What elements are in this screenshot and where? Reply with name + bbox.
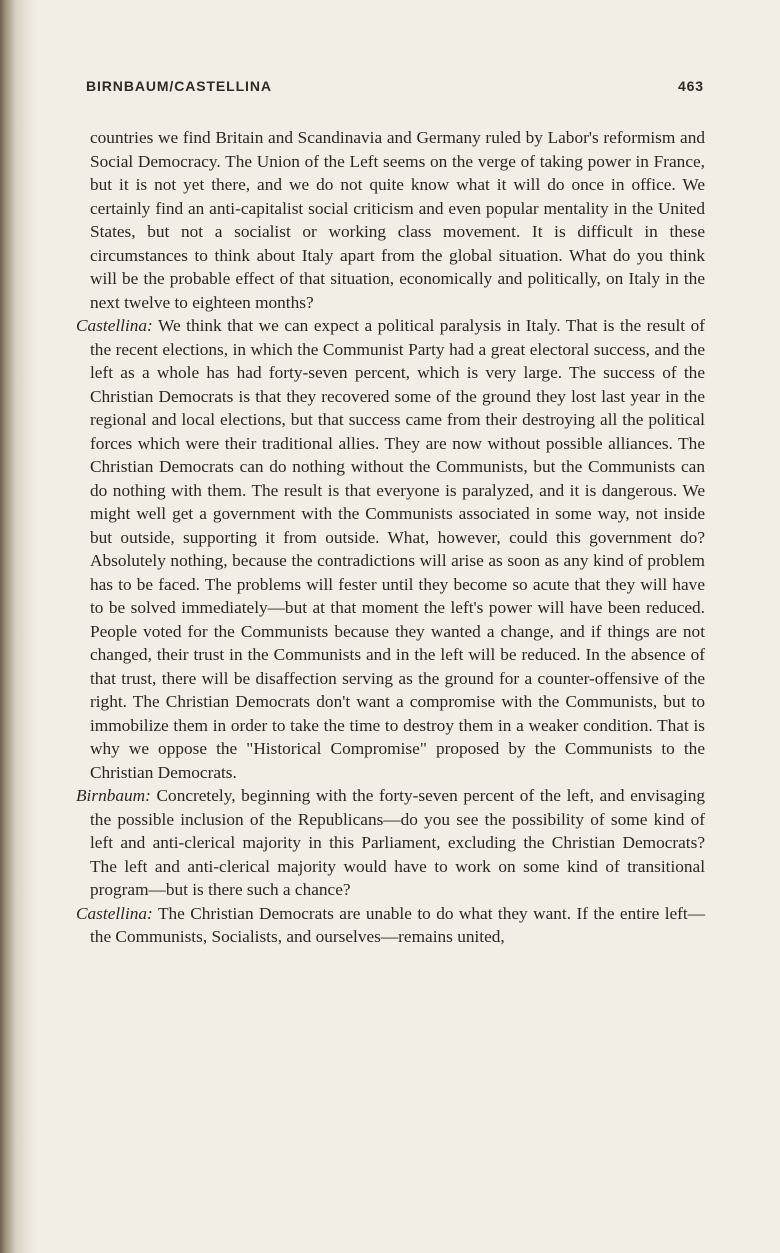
exchange-castellina-2 [76, 902, 705, 949]
exchange-text: Concretely, beginning with the forty-seven percent of the left, and envisaging the possible inclusion of the Republicans—do you see the possibility of some kind of left and anti-clerical majority in this Parliament, excluding the Christian Democrats? The left and anti-clerical majority would have to work on some kind of transitional program—but is there such a chance? [90, 786, 706, 899]
page-number: 463 [677, 78, 704, 94]
exchange-castellina-1 [76, 314, 705, 784]
speaker-name: Birnbaum: [76, 786, 151, 805]
exchange-text: The Christian Democrats are unable to do what they want. If the entire left—the Communists, Socialists, and ourselves—remains united, [90, 903, 706, 946]
speaker-name: Castellina: [76, 903, 153, 923]
continuation-paragraph: countries we find Britain and Scandinavia and Germany ruled by Labor's reformism and Social Democracy. The Union of the Left seems on the verge of taking power in France, but it is not yet there, and we do not quite know what it will do once in office. We certainly find an anti-capitalist social criticism and even popular mentality in the United States, but not a socialist or working class movement. It is difficult in these circumstances to think about Italy apart from the global situation. What do you think will be the probable effect of that situation, economically and politically, on Italy in the next twelve to eighteen months? [90, 128, 705, 312]
exchange-birnbaum [76, 784, 705, 902]
book-binding-shadow [0, 0, 38, 1253]
page-body [76, 126, 705, 949]
speaker-name: Castellina: [76, 316, 153, 335]
running-title: BIRNBAUM/CASTELLINA [86, 78, 272, 94]
exchange-text: We think that we can expect a political paralysis in Italy. That is the result of the recent elections, in which the Communist Party had a great electoral success, and the left as a whole has had forty-seven percent, which is very large. The success of the Christian Democrats is that they recovered some of the ground they lost last year in the regional and local elections, but that success came from their destroying all the political forces which were their traditional allies. They are now without possible alliances. The Christian Democrats can do nothing without the Communists, but the Communists can do nothing with them. The result is that everyone is paralyzed, and it is dangerous. We might well get a government with the Communists associated in some way, not inside but outside, supporting it from outside. What, however, could this government do? Absolutely nothing, because the contradictions will arise as soon as any kind of problem has to be faced. The problems will fester until they become so acute that they will have to be solved immediately—but at that moment the left's power will have been reduced. People voted for the Communists because they wanted a change, and if things are not changed, their trust in the Communists and in the left will be reduced. In the absence of that trust, there will be disaffection serving as the ground for a counter-offensive of the right. The Christian Democrats don't want a compromise with the Communists, but to immobilize them in order to take the time to destroy them in a weaker condition. That is why we oppose the "Historical Compromise" proposed by the Communists to the Christian Democrats. [90, 316, 705, 782]
running-header [86, 78, 704, 98]
